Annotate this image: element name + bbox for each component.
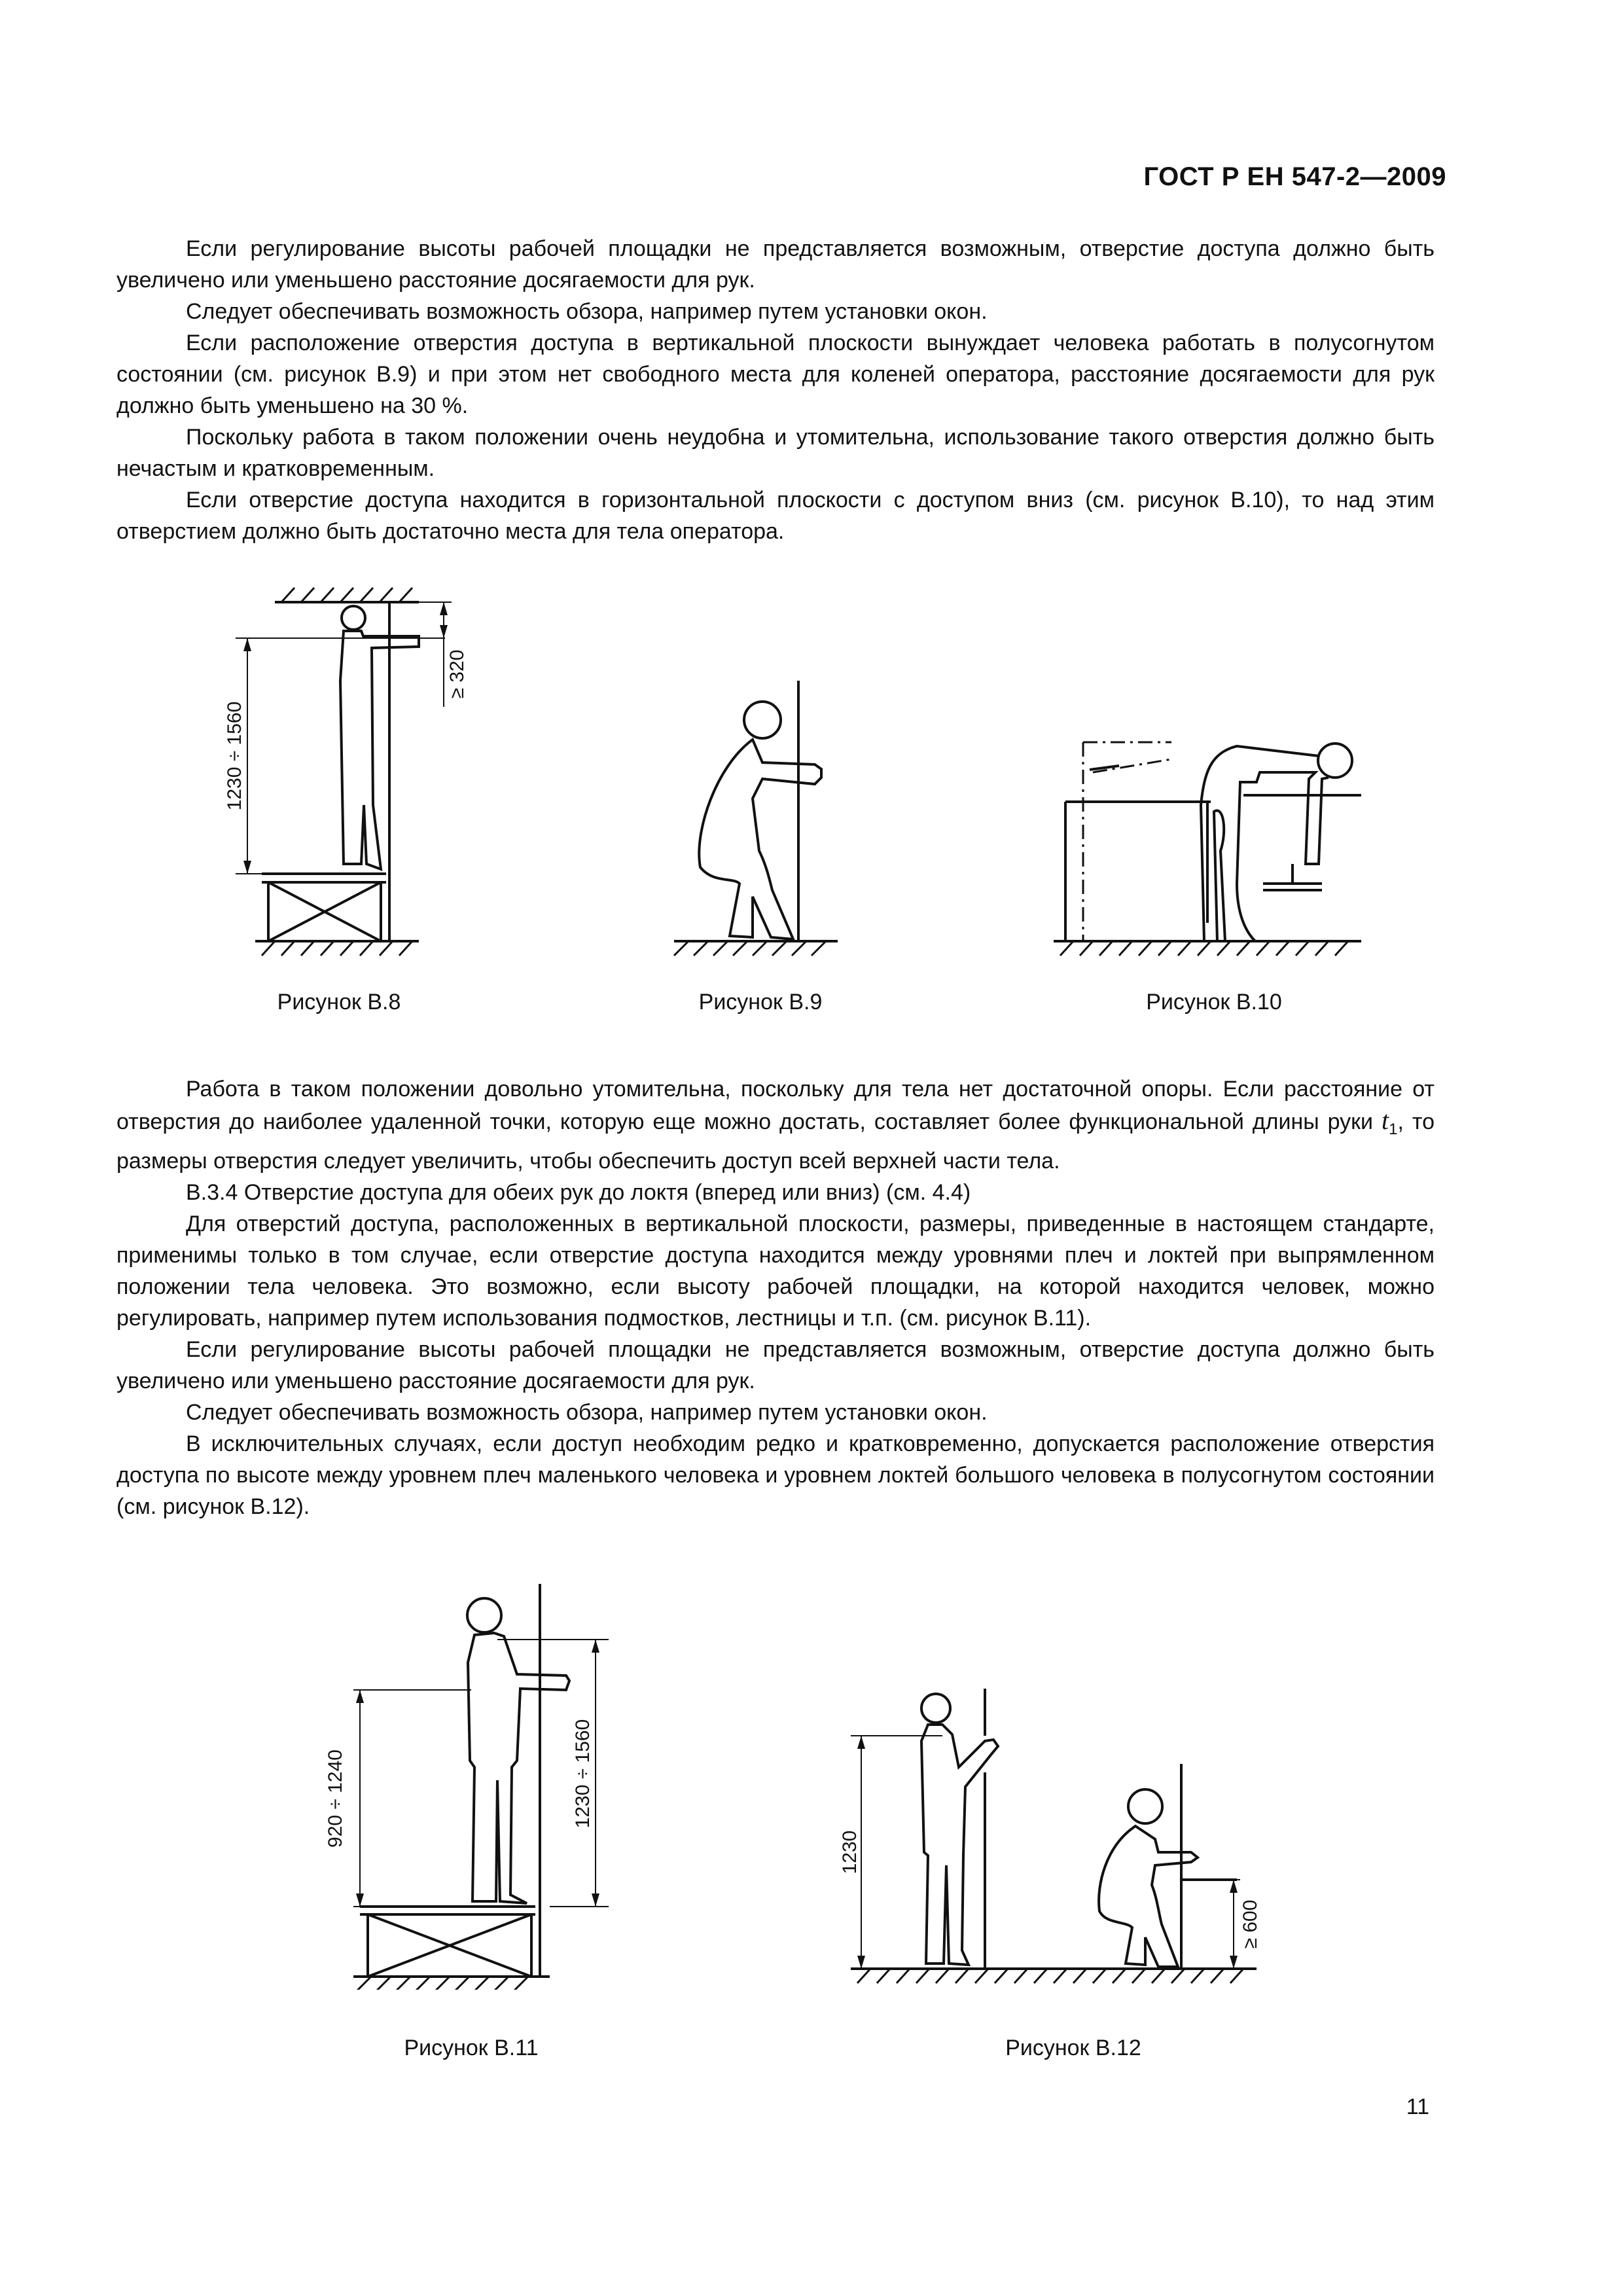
dimension-shoulder-height: 1230 ÷ 1560 <box>572 1719 594 1829</box>
dimension-low-opening: ≥ 600 <box>1240 1899 1261 1949</box>
figure-b12 <box>838 1689 1283 1996</box>
paragraph: Поскольку работа в таком положении очень неудобна и утомительна, использование такого отверстия должно быть нечастым и кратковременным. <box>116 425 1435 481</box>
dimension-elbow-height: 920 ÷ 1240 <box>325 1749 346 1848</box>
figure-b11-drawing <box>301 1571 668 1990</box>
figure-b10 <box>1047 733 1414 969</box>
paragraph: Для отверстий доступа, расположенных в вертикальной плоскости, размеры, приведенные в настоящем стандарте, применимы только в том случае, если отверстие доступа находится между уровнями плеч и локтей при выпрямленном положении тела человека. Это возможно, если высоту рабочей площадки, на которой находится человек, можно регулировать, например путем использования подмостков, лестницы и т.п. (см. рисунок В.11). <box>116 1211 1435 1331</box>
figure-caption-b8: Рисунок В.8 <box>277 990 401 1014</box>
variable-subscript: 1 <box>1389 1121 1398 1138</box>
figure-b11 <box>301 1571 668 1990</box>
paragraph: Если регулирование высоты рабочей площадки не представляется возможным, отверстие доступа должно быть увеличено или уменьшено расстояние досягаемости для рук. <box>116 1337 1435 1393</box>
paragraph: Работа в таком положении довольно утомительна, поскольку для тела нет достаточной опоры. Если расстояние от отверстия до наиболее удаленной точки, которую еще можно достать, составляет более функциональной длины руки $t_1$, то размеры отверстия следует увеличить, чтобы обеспечить доступ всей верхней части тела. <box>116 1077 1435 1174</box>
paragraph: Если отверстие доступа находится в горизонтальной плоскости с доступом вниз (см. рисунок В.10), то над этим отверстием должно быть достаточно места для тела оператора. <box>116 488 1435 544</box>
text-block-top <box>116 233 1435 547</box>
variable-t: t <box>1382 1105 1389 1135</box>
text-block-bottom <box>116 1073 1435 1522</box>
figure-b9 <box>654 681 864 969</box>
figure-b9-drawing <box>654 681 864 969</box>
figure-b8 <box>209 576 550 982</box>
paragraph: В исключительных случаях, если доступ необходим редко и кратковременно, допускается расположение отверстия доступа по высоте между уровнем плеч маленького человека и уровнем локтей большого человека в полусогнутом состоянии (см. рисунок В.12). <box>116 1431 1435 1519</box>
paragraph: Следует обеспечивать возможность обзора, например путем установки окон. <box>186 1400 988 1425</box>
document-header: ГОСТ Р ЕН 547-2—2009 <box>1143 162 1446 191</box>
figure-caption-b11: Рисунок В.11 <box>404 2036 539 2060</box>
figure-caption-b9: Рисунок В.9 <box>698 990 823 1014</box>
dimension-opening-height: 1230 <box>839 1830 861 1874</box>
dimension-top-clearance: ≥ 320 <box>446 649 468 699</box>
page-number: 11 <box>1406 2094 1429 2119</box>
paragraph: Следует обеспечивать возможность обзора, например путем установки окон. <box>186 299 988 324</box>
dimension-height: 1230 ÷ 1560 <box>224 701 245 811</box>
paragraph: Если регулирование высоты рабочей площадки не представляется возможным, отверстие доступа должно быть увеличено или уменьшено расстояние досягаемости для рук. <box>116 236 1435 293</box>
figure-b12-drawing <box>838 1689 1283 1996</box>
section-heading: В.3.4 Отверстие доступа для обеих рук до локтя (вперед или вниз) (см. 4.4) <box>186 1180 971 1205</box>
figure-b10-drawing <box>1047 733 1414 969</box>
paragraph: Если расположение отверстия доступа в вертикальной плоскости вынуждает человека работать в полусогнутом состоянии (см. рисунок В.9) и при этом нет свободного места для коленей оператора, расстояние досягаемости для рук должно быть уменьшено на 30 %. <box>116 331 1435 418</box>
figure-caption-b10: Рисунок В.10 <box>1146 990 1282 1014</box>
figure-caption-b12: Рисунок В.12 <box>1005 2036 1141 2060</box>
figure-b8-drawing <box>209 576 550 982</box>
